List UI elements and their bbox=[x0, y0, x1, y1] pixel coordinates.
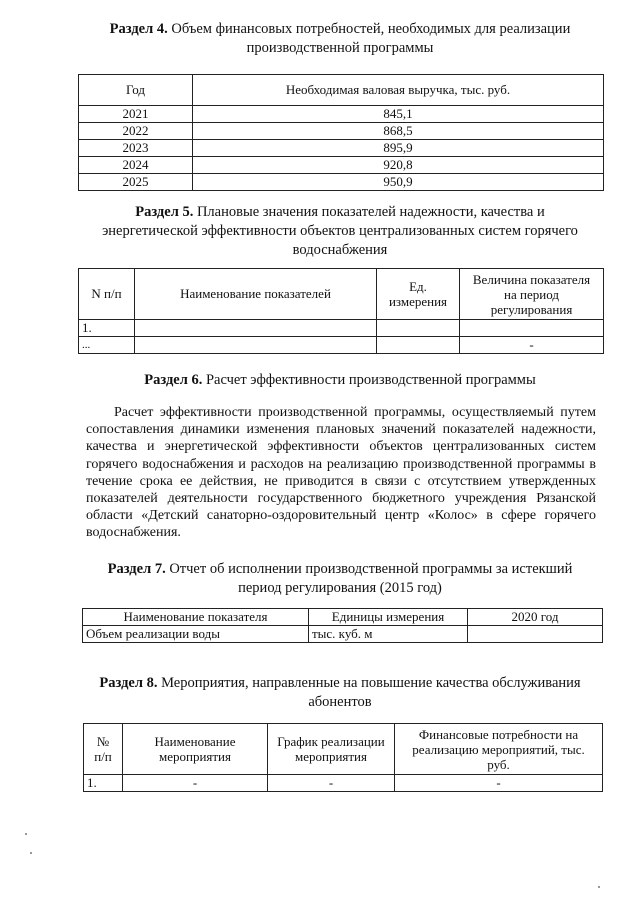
measures-col-schedule-line2: мероприятия bbox=[294, 749, 367, 764]
section-7-title-line2: период регулирования (2015 год) bbox=[238, 580, 442, 596]
revenue-year: 2025 bbox=[79, 174, 193, 191]
table-row bbox=[79, 320, 604, 337]
section-8-number: Раздел 8. bbox=[99, 675, 158, 691]
indicators-col-unit-line1: Ед. bbox=[409, 279, 427, 294]
indicators-col-value bbox=[460, 269, 604, 320]
revenue-year: 2024 bbox=[79, 157, 193, 174]
measures-col-finance bbox=[395, 724, 603, 775]
report-col-name: Наименование показателя bbox=[83, 609, 309, 626]
indicators-row-number: ... bbox=[79, 337, 135, 354]
section-5-title-line3: водоснабжения bbox=[292, 242, 388, 258]
section-7-title bbox=[60, 560, 620, 598]
table-row bbox=[79, 157, 604, 174]
revenue-col-year: Год bbox=[79, 75, 193, 106]
measures-col-finance-line1: Финансовые потребности на bbox=[418, 726, 579, 742]
scan-speck bbox=[30, 852, 32, 854]
indicators-col-unit bbox=[377, 269, 460, 320]
revenue-value: 845,1 bbox=[193, 106, 604, 123]
section-7-number: Раздел 7. bbox=[107, 561, 166, 577]
revenue-year: 2023 bbox=[79, 140, 193, 157]
indicators-col-value-line1: Величина показателя bbox=[472, 271, 591, 287]
revenue-value: 895,9 bbox=[193, 140, 604, 157]
measures-col-number-line2: п/п bbox=[94, 749, 112, 764]
section-5-title-line1: Плановые значения показателей надежности, качества и bbox=[196, 204, 545, 220]
indicators-col-unit-line2: измерения bbox=[388, 294, 448, 309]
revenue-value: 950,9 bbox=[193, 174, 604, 191]
indicators-col-name: Наименование показателей bbox=[135, 269, 377, 320]
measures-row-finance: - bbox=[395, 775, 603, 792]
report-row-name: Объем реализации воды bbox=[83, 626, 309, 643]
revenue-col-value: Необходимая валовая выручка, тыс. руб. bbox=[193, 75, 604, 106]
revenue-value: 920,8 bbox=[193, 157, 604, 174]
table-row bbox=[79, 106, 604, 123]
scan-speck bbox=[25, 833, 27, 835]
measures-col-finance-line2: реализацию мероприятий, тыс. bbox=[412, 741, 585, 757]
measures-table bbox=[83, 723, 603, 792]
measures-col-number-line1: № bbox=[96, 734, 110, 749]
table-row bbox=[79, 123, 604, 140]
measures-row-number: 1. bbox=[84, 775, 123, 792]
indicators-col-number: N п/п bbox=[79, 269, 135, 320]
revenue-value: 868,5 bbox=[193, 123, 604, 140]
indicators-row-value: - bbox=[460, 337, 604, 354]
section-4-title bbox=[60, 20, 620, 58]
table-row bbox=[84, 775, 603, 792]
section-8-title bbox=[60, 674, 620, 712]
scan-speck bbox=[598, 886, 600, 888]
section-8-title-line2: абонентов bbox=[308, 694, 372, 710]
report-col-year: 2020 год bbox=[468, 609, 603, 626]
section-5-number: Раздел 5. bbox=[135, 204, 194, 220]
measures-col-schedule-line1: График реализации bbox=[277, 734, 385, 749]
indicators-table bbox=[78, 268, 604, 354]
indicators-col-value-line2: на период bbox=[504, 286, 559, 302]
section-7-title-line1: Отчет об исполнении производственной программы за истекший bbox=[169, 561, 573, 577]
section-8-title-line1: Мероприятия, направленные на повышение качества обслуживания bbox=[161, 675, 581, 691]
revenue-year: 2021 bbox=[79, 106, 193, 123]
section-6-number: Раздел 6. bbox=[144, 372, 203, 388]
section-6-title-text: Расчет эффективности производственной программы bbox=[205, 372, 536, 388]
table-row bbox=[79, 337, 604, 354]
section-5-title bbox=[60, 203, 620, 260]
revenue-year: 2022 bbox=[79, 123, 193, 140]
measures-col-name bbox=[123, 724, 268, 775]
report-table bbox=[82, 608, 603, 643]
measures-col-finance-line3: руб. bbox=[487, 756, 510, 772]
report-col-unit: Единицы измерения bbox=[309, 609, 468, 626]
section-5-title-line2: энергетической эффективности объектов централизованных систем горячего bbox=[102, 223, 578, 239]
measures-col-name-line2: мероприятия bbox=[158, 749, 231, 764]
section-4-title-line1: Объем финансовых потребностей, необходимых для реализации bbox=[171, 21, 571, 37]
indicators-row-number: 1. bbox=[79, 320, 135, 337]
section-4-title-line2: производственной программы bbox=[246, 40, 434, 56]
table-row bbox=[79, 174, 604, 191]
revenue-table bbox=[78, 74, 604, 191]
measures-col-number bbox=[84, 724, 123, 775]
section-6-title bbox=[60, 371, 620, 390]
table-row bbox=[83, 626, 603, 643]
measures-col-name-line1: Наименование bbox=[154, 734, 236, 749]
table-row bbox=[79, 140, 604, 157]
section-6-paragraph: Расчет эффективности производственной программы, осуществляемый путем сопоставления динамики изменения плановых значений показателей надежности, качества и энергетической эффективности объектов централизованных систем горячего водоснабжения и расходов на реализацию производственной программы в течение срока ее действия, не приводится в связи с отсутствием утвержденных показателей деятельности государственного бюджетного учреждения Рязанской области «Детский санаторно-оздоровительный центр «Колос» в сфере горячего водоснабжения. bbox=[86, 405, 596, 541]
section-4-number: Раздел 4. bbox=[109, 21, 168, 37]
indicators-col-value-line3: регулирования bbox=[490, 301, 573, 317]
report-row-unit: тыс. куб. м bbox=[309, 626, 468, 643]
measures-col-schedule bbox=[268, 724, 395, 775]
measures-row-name: - bbox=[123, 775, 268, 792]
measures-row-schedule: - bbox=[268, 775, 395, 792]
